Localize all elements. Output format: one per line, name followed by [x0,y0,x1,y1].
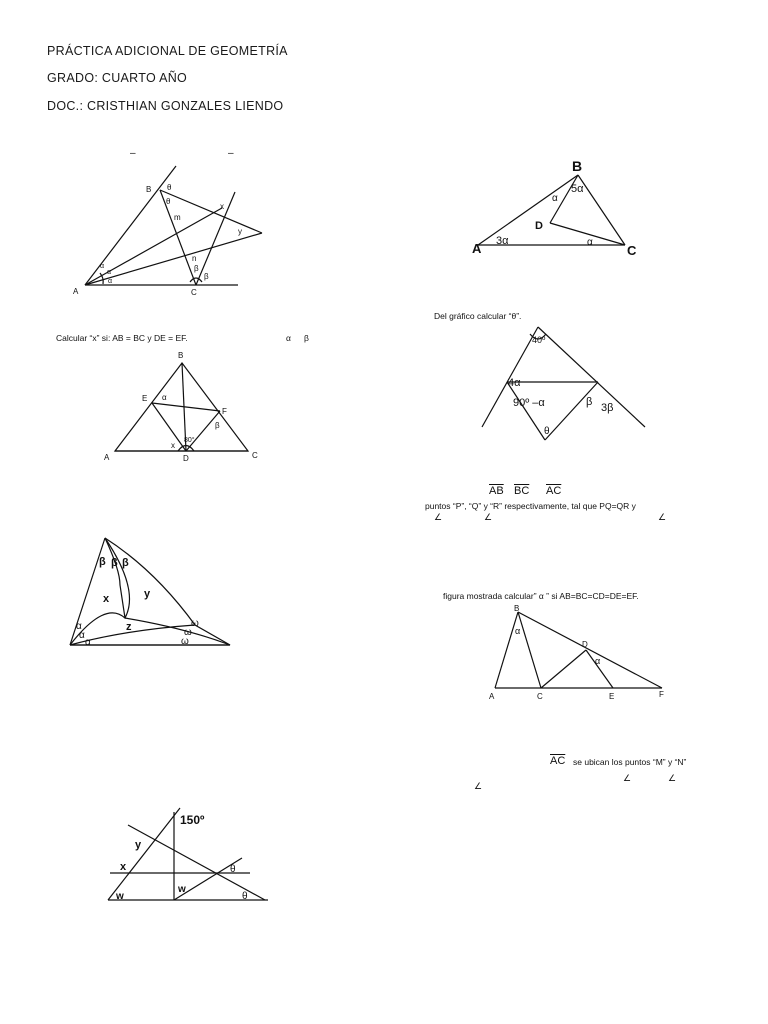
r3-segment-bc: $\overline{BC}$ [514,485,530,497]
p2-label-x: x [171,441,175,450]
p1-label-A: A [73,287,79,296]
p3-label-omega-2: ω [184,627,192,638]
p3-label-omega-3: ω [181,636,189,647]
r3-segment-ab: $\overline{AB}$ [489,485,504,497]
r4-label-F: F [659,690,664,699]
p4-label-w-1: w [116,891,124,902]
r1-label-C: C [627,243,637,258]
r5-angle-2: ∠ [623,773,632,783]
p2-label-A: A [104,453,110,462]
r1-label-5alpha: 5α [571,183,584,195]
r5-angle-1: ∠ [474,781,483,791]
r3-angle-3: ∠ [658,512,667,522]
p2-statement: Calcular “x” si: AB = BC y DE = EF. [56,333,188,343]
p1-label-alpha-3: α [108,278,113,285]
r1-label-B: B [572,158,583,174]
r4-label-alpha-2: α [595,656,601,666]
p1-label-theta-2: θ [166,197,171,206]
right-figure-2 [480,322,650,447]
problem4-figure [100,800,275,910]
doc-title: PRÁCTICA ADICIONAL DE GEOMETRÍA [47,44,288,58]
r4-label-B: B [514,604,520,613]
p2-label-D: D [183,454,189,463]
p3-label-beta-3: β [122,557,129,569]
p3-label-beta-2: β [111,557,118,569]
p2-label-80: 80° [184,437,195,444]
r3-angle-1: ∠ [434,512,443,522]
r1-label-A: A [472,241,482,256]
p3-label-omega-1: ω [191,618,199,629]
doc-teacher: DOC.: CRISTHIAN GONZALES LIENDO [47,99,284,113]
p1-dash-2: – [228,148,234,159]
r1-label-alpha-1: α [552,193,558,204]
p2-label-E: E [142,394,148,403]
r4-statement: figura mostrada calcular” α ” si AB=BC=CD=DE=EF. [443,591,639,601]
p1-label-C: C [191,288,197,297]
p1-label-m: m [174,213,181,222]
p4-label-150: 150º [180,813,205,827]
p2-label-B: B [178,351,184,360]
problem2-figure [100,348,270,468]
r4-label-E: E [609,692,615,701]
p1-label-beta-2: β [204,272,209,281]
p4-label-w-2: w [178,884,186,895]
r5-segment-ac: $\overline{AC}$ [550,755,566,767]
r2-label-beta: β [586,396,593,408]
p4-label-theta-2: θ [242,891,248,902]
r4-label-C: C [537,692,543,701]
r2-label-theta: θ [544,426,550,437]
p3-label-x: x [103,593,110,605]
p2-label-beta: β [215,421,220,430]
p1-label-alpha-2: α [107,269,112,276]
p1-dash-1: – [130,148,136,159]
r5-angle-3: ∠ [668,773,677,783]
p3-label-alpha-2: α [79,630,85,641]
right-figure-1 [470,155,645,265]
p3-label-z: z [126,621,132,633]
p1-label-beta-1: β [194,264,199,273]
doc-grade: GRADO: CUARTO AÑO [47,71,188,85]
p1-label-theta-1: θ [167,183,172,192]
r4-label-A: A [489,692,495,701]
p2-label-C: C [252,451,258,460]
p1-label-B: B [146,185,152,194]
r3-angle-2: ∠ [484,512,493,522]
problem1-figure [70,160,270,300]
r1-label-3alpha: 3α [496,235,509,247]
r1-label-alpha-2: α [587,237,593,248]
p1-label-y: y [238,227,242,236]
p1-label-alpha-1: α [100,263,105,270]
p2-alpha: α [286,333,291,343]
problem3-figure [65,530,240,660]
p4-label-y: y [135,839,142,851]
r2-label-90-alpha: 90º –α [513,397,545,409]
r3-statement: puntos “P”, “Q” y “R” respectivamente, tal que PQ=QR y [425,501,636,511]
r5-statement: se ubican los puntos “M” y “N” [573,757,687,767]
p3-label-y: y [144,588,151,600]
p3-label-alpha-1: α [76,621,82,632]
p2-beta: β [304,333,309,343]
p2-label-alpha: α [162,393,167,402]
p3-label-beta-1: β [99,556,106,568]
r3-segment-ac: $\overline{AC}$ [546,485,562,497]
r2-label-4alpha: 4α [508,377,521,389]
right-figure-4 [485,602,670,702]
p1-label-n: n [192,254,197,263]
p4-label-x: x [120,861,127,873]
r2-statement: Del gráfico calcular “θ”. [434,311,522,321]
r4-label-D: D [582,640,588,649]
r1-label-D: D [535,220,543,232]
r2-label-40: 40º [532,335,546,345]
p2-label-F: F [222,407,227,416]
p3-label-alpha-3: α [85,637,91,648]
p1-label-x: x [220,202,224,211]
p4-label-theta-1: θ [230,864,236,875]
r4-label-alpha-1: α [515,626,521,636]
r2-label-3beta: 3β [601,402,614,414]
